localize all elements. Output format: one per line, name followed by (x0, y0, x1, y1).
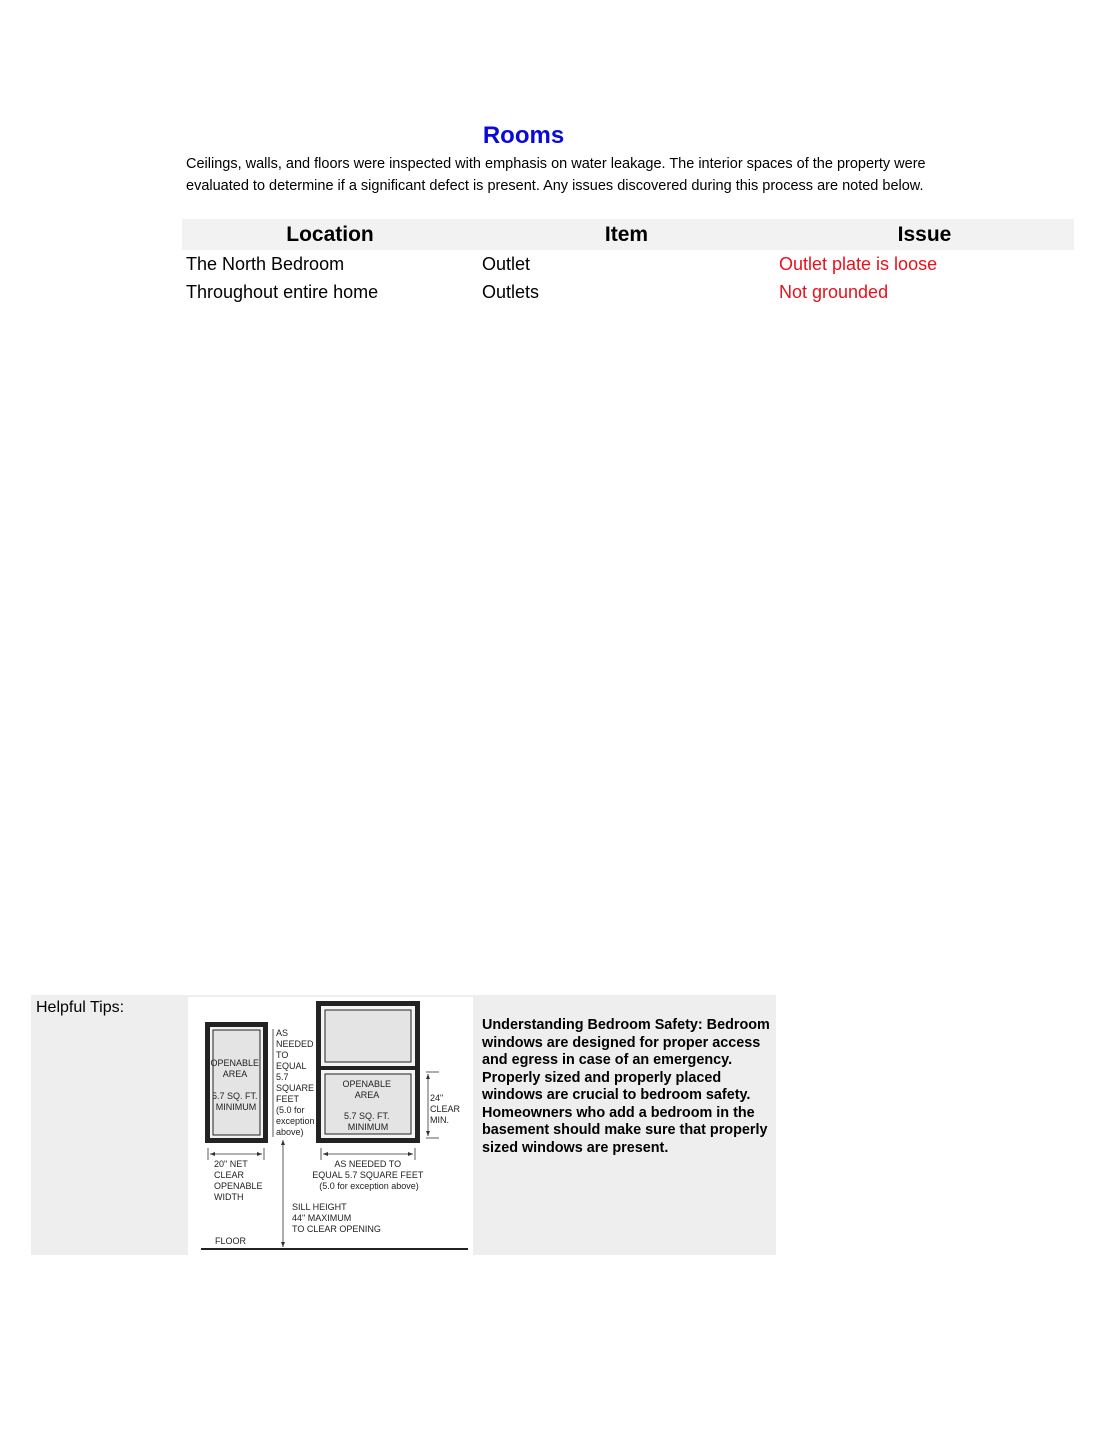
issues-table (182, 219, 1074, 306)
header-issue: Issue (897, 222, 952, 246)
right-window-label: OPENABLE AREA 5.7 SQ. FT. MINIMUM (342, 1079, 392, 1132)
table-row (182, 278, 1074, 306)
header-item: Item (604, 222, 649, 246)
helpful-tips-panel (31, 995, 776, 1255)
cell-issue: Outlet plate is loose (779, 253, 938, 274)
left-window-label: OPENABLE AREA 5.7 SQ. FT. MINIMUM (210, 1058, 260, 1112)
section-intro: Ceilings, walls, and floors were inspected with emphasis on water leakage. The interior spaces of the property were evaluated to determine if a significant defect is present. Any issues discovered during this process are noted below. (186, 156, 926, 194)
table-row (182, 250, 1074, 278)
left-window-glass (213, 1030, 260, 1135)
cell-item: Outlets (482, 281, 540, 302)
side-note: AS NEEDED TO EQUAL 5.7 SQUARE FEET (5.0 for exception above) (276, 1028, 315, 1137)
clear-min-note: 24" CLEAR MIN. (430, 1093, 461, 1125)
helpful-tips-label: Helpful Tips: (36, 999, 125, 1016)
egress-window-diagram (188, 997, 473, 1255)
cell-item: Outlet (482, 253, 531, 274)
width-note: 20" NET CLEAR OPENABLE WIDTH (214, 1159, 263, 1202)
right-window-upper-glass (325, 1010, 411, 1062)
sill-note: SILL HEIGHT 44" MAXIMUM TO CLEAR OPENING (292, 1202, 381, 1234)
table-header (182, 219, 1074, 250)
header-location: Location (286, 222, 374, 246)
section-title: Rooms (482, 122, 565, 149)
helpful-tips-text: Understanding Bedroom Safety: Bedroom windows are designed for proper access and egress in case of an emergency. Properly sized and properly placed windows are crucial to bedroom safety. Homeowners who add a bedroom in the basement should make sure that properly sized windows are present. (482, 1017, 770, 1156)
egress-window-diagram-svg (188, 997, 473, 1255)
as-needed-note: AS NEEDED TO EQUAL 5.7 SQUARE FEET (5.0 for exception above) (312, 1159, 424, 1191)
cell-issue: Not grounded (779, 281, 889, 302)
cell-location: The North Bedroom (186, 253, 345, 274)
cell-location: Throughout entire home (186, 281, 379, 302)
floor-label: FLOOR (215, 1236, 247, 1246)
